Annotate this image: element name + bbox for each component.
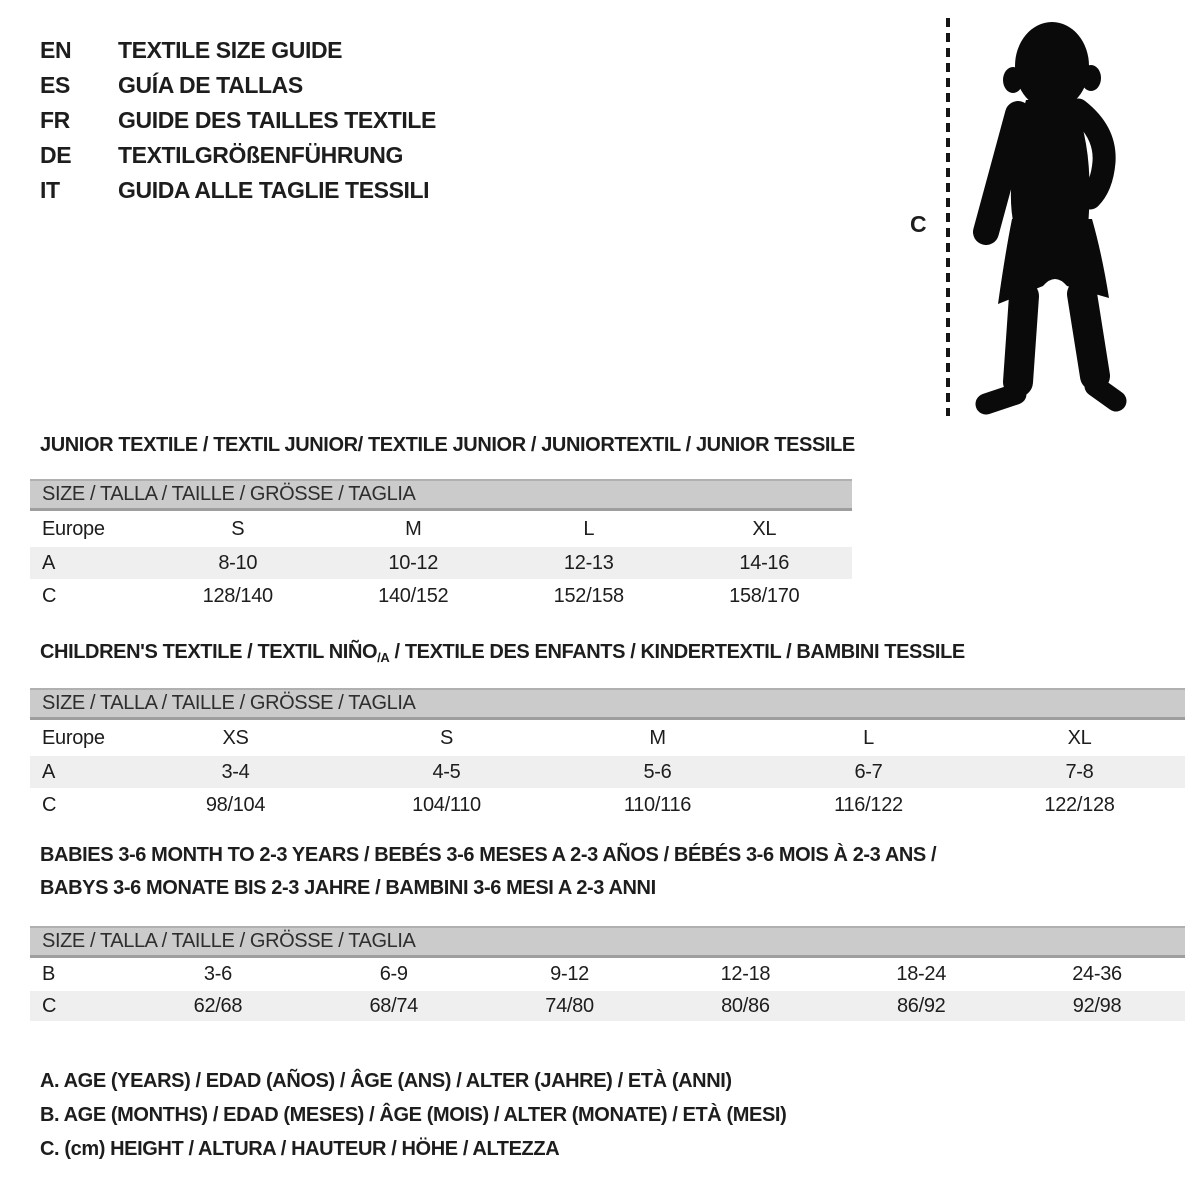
legend-line-a: A. AGE (YEARS) / EDAD (AÑOS) / ÂGE (ANS) / ALTER (JAHRE) / ETÀ (ANNI) — [40, 1070, 732, 1092]
row-label: A — [42, 760, 56, 783]
babies-size-table — [30, 926, 1185, 1021]
size-column-header: SIZE / TALLA / TAILLE / GRÖSSE / TAGLIA — [30, 479, 852, 511]
babies-section-title-line1: BABIES 3-6 MONTH TO 2-3 YEARS / BEBÉS 3-6 MESES A 2-3 AÑOS / BÉBÉS 3-6 MOIS À 2-3 ANS / — [40, 844, 937, 866]
table-row-europe — [30, 511, 852, 547]
lang-row-es — [40, 68, 436, 103]
months-cell: 9-12 — [550, 963, 589, 985]
size-cell: L — [583, 517, 595, 540]
age-cell: 12-13 — [563, 551, 614, 574]
size-cell: L — [863, 726, 874, 749]
lang-code: IT — [40, 177, 60, 203]
height-cell: 68/74 — [369, 994, 419, 1017]
size-column-header: SIZE / TALLA / TAILLE / GRÖSSE / TAGLIA — [30, 926, 1185, 958]
size-cell: XL — [1067, 726, 1092, 749]
size-cell: M — [405, 517, 422, 540]
height-cell: 86/92 — [896, 994, 946, 1017]
age-cell: 3-4 — [221, 760, 250, 783]
months-cell: 6-9 — [379, 963, 408, 985]
legend — [40, 1064, 786, 1166]
lang-row-fr — [40, 103, 436, 138]
height-cell: 122/128 — [1044, 794, 1115, 816]
months-cell: 3-6 — [203, 963, 232, 985]
height-measure-label: C — [910, 211, 927, 237]
lang-title: GUIDE DES TAILLES TEXTILE — [118, 107, 436, 133]
age-cell: 5-6 — [643, 760, 672, 783]
lang-code: EN — [40, 37, 72, 63]
months-cell: 12-18 — [720, 963, 771, 985]
age-cell: 10-12 — [388, 551, 439, 574]
row-label: Europe — [42, 517, 105, 540]
height-cell: 80/86 — [721, 994, 770, 1017]
height-cell: 110/116 — [623, 794, 692, 816]
height-cell: 98/104 — [205, 794, 266, 816]
row-label: A — [42, 551, 56, 574]
size-cell: M — [649, 726, 666, 749]
lang-row-de — [40, 138, 436, 173]
lang-row-it — [40, 173, 436, 208]
lang-code: FR — [40, 107, 70, 133]
table-row-height — [30, 788, 1185, 823]
months-cell: 18-24 — [896, 963, 947, 985]
lang-title: GUIDA ALLE TAGLIE TESSILI — [118, 177, 430, 203]
children-size-table — [30, 688, 1185, 823]
table-row-age — [30, 756, 1185, 788]
height-cell: 104/110 — [412, 794, 481, 816]
children-title-subscript: /A — [377, 650, 390, 665]
legend-line-c: C. (cm) HEIGHT / ALTURA / HAUTEUR / HÖHE / ALTEZZA — [40, 1138, 560, 1160]
age-cell: 7-8 — [1065, 760, 1094, 783]
row-label: Europe — [42, 726, 105, 749]
size-cell: XS — [222, 726, 249, 749]
height-cell: 158/170 — [729, 585, 800, 607]
age-cell: 6-7 — [854, 760, 883, 783]
size-cell: XL — [752, 517, 777, 540]
table-row-europe — [30, 720, 1185, 756]
lang-title: TEXTILE SIZE GUIDE — [118, 37, 343, 63]
height-cell: 74/80 — [545, 994, 594, 1017]
height-cell: 140/152 — [378, 585, 449, 607]
lang-row-en — [40, 33, 436, 68]
height-cell: 62/68 — [193, 994, 243, 1017]
age-cell: 14-16 — [739, 551, 790, 574]
height-measure-dashed-line — [946, 18, 950, 416]
size-cell: S — [231, 517, 245, 540]
lang-title: TEXTILGRÖßENFÜHRUNG — [118, 142, 403, 168]
legend-line-b: B. AGE (MONTHS) / EDAD (MESES) / ÂGE (MOIS) / ALTER (MONATE) / ETÀ (MESI) — [40, 1104, 787, 1126]
lang-code: ES — [40, 72, 70, 98]
height-cell: 128/140 — [202, 585, 273, 607]
junior-section-title: JUNIOR TEXTILE / TEXTIL JUNIOR/ TEXTILE JUNIOR / JUNIORTEXTIL / JUNIOR TESSILE — [40, 434, 855, 456]
table-row-height — [30, 579, 852, 614]
table-row-height — [30, 991, 1185, 1021]
height-cell: 92/98 — [1072, 994, 1122, 1017]
months-cell: 24-36 — [1072, 963, 1122, 985]
height-cell: 116/122 — [834, 794, 903, 816]
lang-title: GUÍA DE TALLAS — [118, 72, 303, 98]
row-label: C — [42, 994, 57, 1017]
children-section-title — [40, 641, 965, 664]
children-title-part1: CHILDREN'S TEXTILE / TEXTIL NIÑO — [40, 641, 378, 663]
language-title-list — [40, 33, 436, 208]
babies-section-title-line2: BABYS 3-6 MONATE BIS 2-3 JAHRE / BAMBINI 3-6 MESI A 2-3 ANNI — [40, 877, 656, 899]
junior-size-table — [30, 479, 852, 614]
size-column-header: SIZE / TALLA / TAILLE / GRÖSSE / TAGLIA — [30, 688, 1185, 720]
toddler-silhouette-icon — [962, 14, 1138, 418]
age-cell: 4-5 — [432, 760, 461, 783]
table-row-age — [30, 547, 852, 579]
children-title-part2: / TEXTILE DES ENFANTS / KINDERTEXTIL / BAMBINI TESSILE — [389, 641, 965, 663]
age-cell: 8-10 — [218, 551, 258, 574]
row-label: C — [42, 585, 57, 607]
height-cell: 152/158 — [553, 585, 624, 607]
row-label: B — [42, 963, 56, 985]
row-label: C — [42, 794, 57, 816]
size-cell: S — [439, 726, 454, 749]
table-row-months — [30, 958, 1185, 991]
lang-code: DE — [40, 142, 72, 168]
